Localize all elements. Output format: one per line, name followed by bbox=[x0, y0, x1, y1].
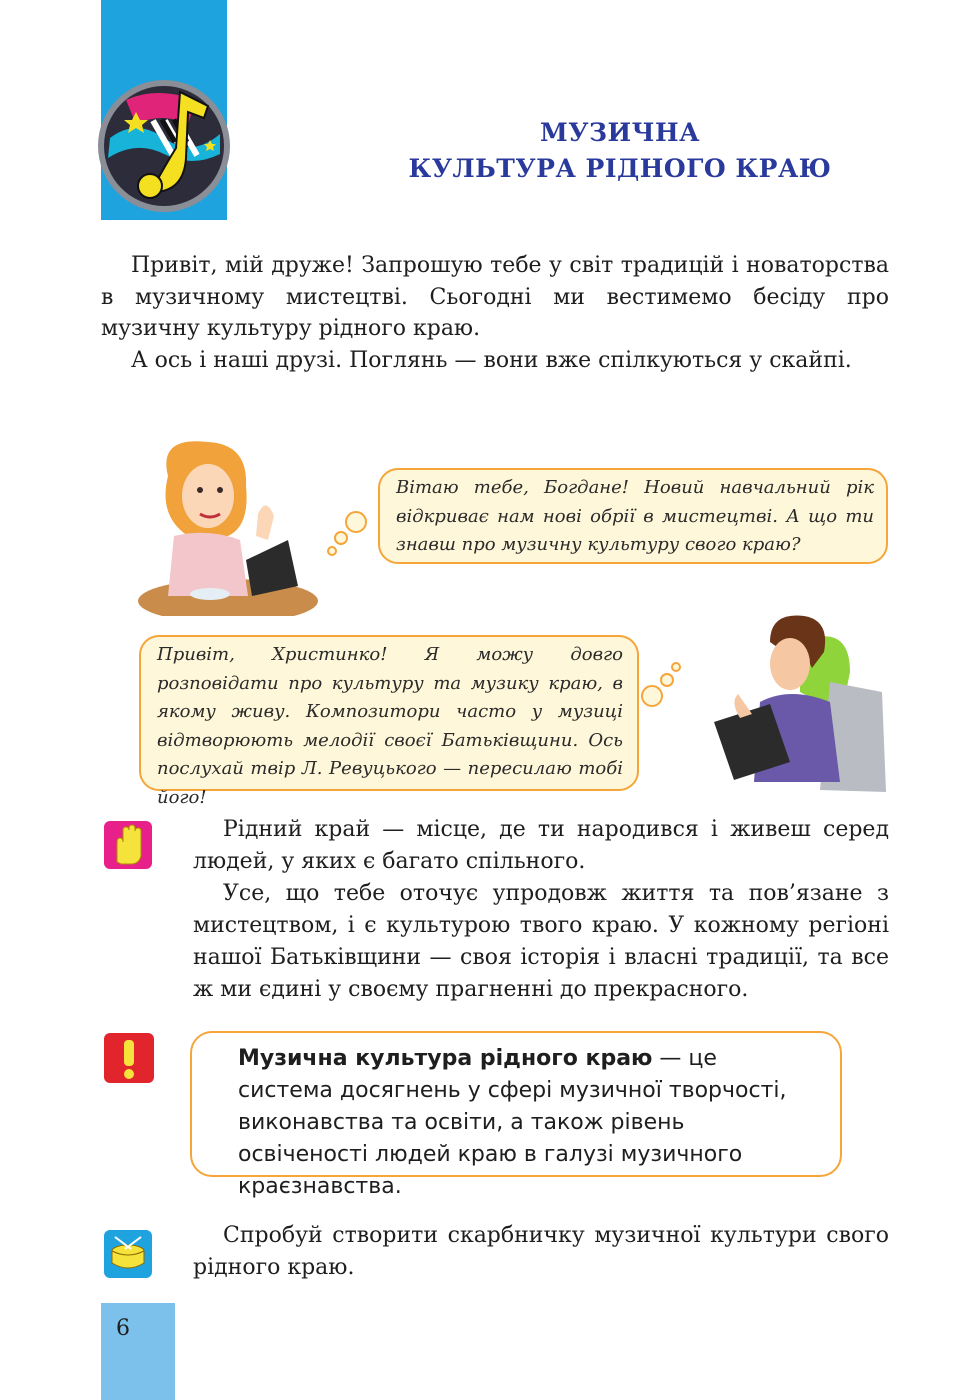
section-paragraph-2: Усе, що тебе оточує упродовж життя та пов’язане з мистецтвом, і є культурою твого краю. У кожному регіоні нашої Батьківщини — своя історія і власні традиції, та все ж ми єдині у своєму прагненні до прекрасного. bbox=[193, 881, 889, 1002]
task-section bbox=[193, 1220, 889, 1284]
definition-text: — це система досягнень у сфері музичної творчості, виконавства та освіти, а також рівень освіченості людей краю в галузі музичного краєзнавства. bbox=[238, 1046, 787, 1199]
girl-thought-dots bbox=[326, 508, 370, 558]
task-text: Спробуй створити скарбничку музичної культури свого рідного краю. bbox=[193, 1223, 889, 1280]
intro-text bbox=[101, 250, 889, 376]
boy-speech-bubble bbox=[139, 635, 639, 808]
native-land-section bbox=[193, 814, 889, 1006]
intro-paragraph-1: Привіт, мій друже! Запрошую тебе у світ традицій і новаторства в музичному мистецтві. Сьогодні ми вестимемо бесіду про музичну культуру рідного краю. bbox=[101, 253, 889, 341]
boy-thought-dots bbox=[638, 660, 682, 710]
page-number: 6 bbox=[116, 1316, 130, 1341]
drum-icon bbox=[103, 1229, 153, 1279]
music-emblem-icon bbox=[96, 78, 232, 214]
girl-speech-text: Вітаю тебе, Богдане! Новий навчальний рік відкриває нам нові обрії в мистецтві. А що ти знавш про музичну культуру свого краю? bbox=[396, 477, 874, 555]
intro-paragraph-2: А ось і наші друзі. Поглянь — вони вже спілкуються у скайпі. bbox=[131, 347, 852, 373]
title-line-1: МУЗИЧНА bbox=[540, 118, 700, 147]
title-line-2: КУЛЬТУРА РІДНОГО КРАЮ bbox=[408, 154, 832, 183]
bottom-color-bar bbox=[101, 1303, 175, 1400]
girl-illustration bbox=[128, 436, 318, 616]
definition-box bbox=[190, 1031, 842, 1199]
stop-hand-icon bbox=[103, 820, 153, 870]
page-title bbox=[330, 115, 910, 187]
definition-term: Музична культура рідного краю bbox=[238, 1046, 653, 1071]
girl-speech-bubble bbox=[378, 468, 888, 564]
section-paragraph-1: Рідний край — місце, де ти народився і живеш серед людей, у яких є багато спільного. bbox=[193, 817, 889, 874]
exclamation-icon bbox=[103, 1032, 155, 1084]
boy-illustration bbox=[700, 612, 890, 797]
boy-speech-text: Привіт, Христинко! Я можу довго розповідати про культуру та музику краю, в якому живу. Композитори часто у музиці відтворюють мелодії своєї Батьківщини. Ось послухай твір Л. Ревуцького — пересилаю тобі його! bbox=[157, 644, 623, 808]
